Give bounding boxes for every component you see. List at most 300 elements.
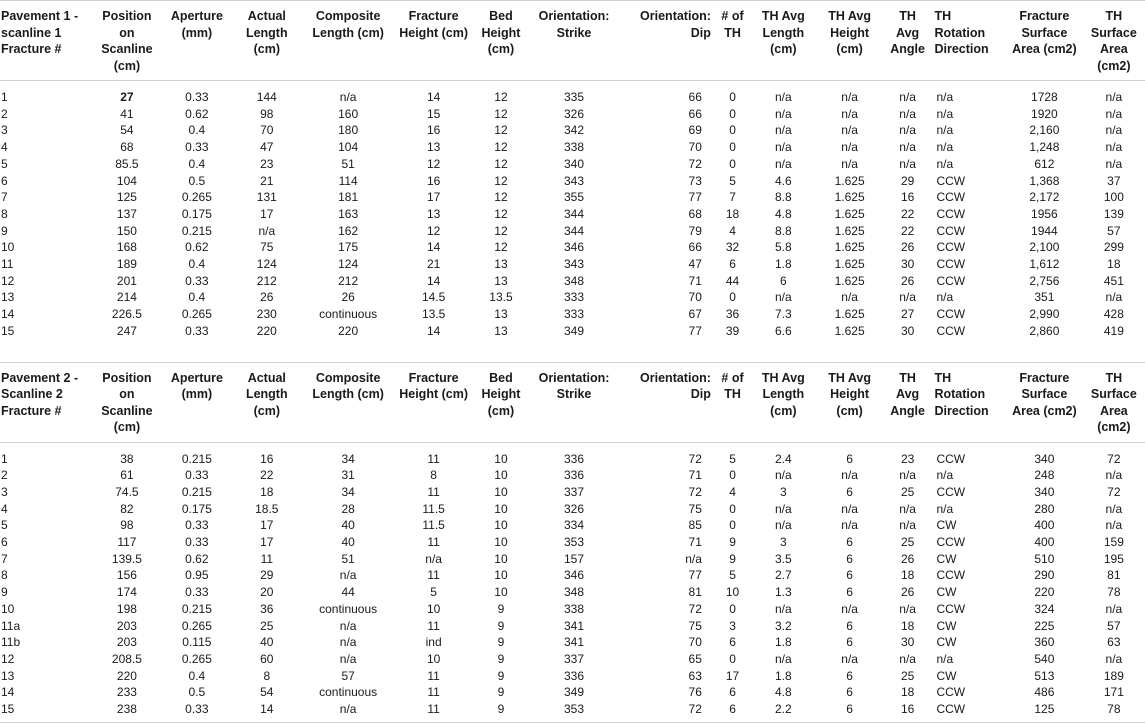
- table-cell: n/a: [899, 123, 916, 138]
- table-cell: 198: [116, 601, 137, 616]
- table-cell: 18: [900, 568, 915, 583]
- table-cell: CCW: [936, 568, 966, 583]
- table-cell: 334: [564, 518, 585, 533]
- table-cell: 341: [564, 618, 585, 633]
- table-cell: 343: [564, 173, 585, 188]
- table-cell: 0.33: [185, 468, 209, 483]
- table-cell: n/a: [841, 90, 858, 104]
- table-cell: 2.4: [774, 451, 792, 466]
- table-cell: 6: [729, 685, 736, 700]
- table-cell: n/a: [936, 156, 954, 171]
- table-cell: n/a: [841, 468, 858, 483]
- table-cell: 10: [494, 451, 508, 466]
- table-cell: 13: [1, 668, 15, 683]
- table-cell: 0: [729, 501, 736, 516]
- table-cell: 77: [688, 190, 702, 205]
- table-cell: n/a: [841, 518, 858, 533]
- table-cell: 214: [116, 290, 137, 305]
- table-cell: 342: [564, 123, 585, 138]
- table-cell: 117: [117, 535, 137, 550]
- table-cell: 10: [725, 585, 740, 600]
- table-cell: 63: [1107, 635, 1121, 650]
- table-cell: n/a: [1105, 468, 1123, 483]
- table-cell: 9: [497, 668, 505, 683]
- table-cell: 195: [1103, 551, 1124, 566]
- table-cell: 247: [116, 323, 137, 338]
- table-cell: 340: [1034, 484, 1055, 499]
- table-cell: 79: [688, 223, 702, 238]
- table-cell: 72: [688, 451, 702, 466]
- table-cell: n/a: [936, 106, 954, 121]
- table-row: [0, 223, 1145, 240]
- table-cell: 60: [260, 651, 274, 666]
- table-cell: n/a: [1105, 651, 1123, 666]
- table-cell: n/a: [774, 290, 792, 305]
- table-cell: 13: [494, 307, 508, 322]
- table-cell: 10: [494, 484, 508, 499]
- table-cell: 14: [426, 323, 441, 338]
- table-cell: 1956: [1031, 206, 1058, 221]
- table-cell: 16: [260, 451, 274, 466]
- table-cell: 419: [1103, 323, 1124, 338]
- table-cell: 9: [497, 635, 505, 650]
- table-row: [0, 567, 1145, 584]
- table-cell: n/a: [899, 290, 916, 305]
- table-cell: n/a: [1105, 518, 1123, 533]
- table-row: [0, 534, 1145, 551]
- table-cell: 12: [494, 156, 508, 171]
- table-row: [0, 701, 1145, 718]
- table-cell: 85.5: [115, 156, 139, 171]
- table-cell: 12: [494, 190, 508, 205]
- table-cell: 344: [564, 206, 585, 221]
- table-cell: CCW: [936, 273, 966, 288]
- table-cell: 14: [426, 273, 441, 288]
- table-cell: n/a: [1105, 290, 1123, 305]
- col-header: Bed Height (cm): [471, 1, 530, 81]
- table-cell: 12: [494, 240, 508, 255]
- table-cell: 2.2: [774, 702, 792, 717]
- table-cell: 85: [688, 518, 702, 533]
- table-cell: ind: [425, 635, 442, 650]
- table-cell: 30: [900, 257, 915, 272]
- table-cell: n/a: [774, 501, 792, 516]
- table-cell: n/a: [936, 290, 954, 305]
- table-cell: 226.5: [111, 307, 142, 322]
- table-cell: 3: [1, 123, 8, 138]
- table-cell: 299: [1103, 240, 1124, 255]
- table-cell: 6: [846, 451, 853, 466]
- table-cell: 612: [1034, 156, 1055, 171]
- table-cell: 337: [564, 651, 585, 666]
- section-separator: [0, 340, 1145, 363]
- table-cell: 125: [1034, 702, 1055, 717]
- table-cell: n/a: [1105, 106, 1123, 121]
- table-cell: 9: [729, 551, 736, 566]
- table-cell: 3.2: [774, 618, 792, 633]
- table-cell: 2,172: [1029, 190, 1060, 205]
- table-cell: 72: [1107, 451, 1121, 466]
- table-cell: 17: [260, 206, 274, 221]
- table-cell: n/a: [899, 468, 916, 483]
- table-cell: 335: [564, 90, 585, 104]
- col-header: TH Avg Height (cm): [815, 362, 883, 442]
- table-cell: 10: [494, 535, 508, 550]
- table-cell: 4.8: [774, 206, 792, 221]
- table-cell: 131: [256, 190, 277, 205]
- table-cell: 0.62: [185, 106, 209, 121]
- table-cell: 8.8: [774, 190, 792, 205]
- table-cell: 75: [260, 240, 274, 255]
- table-cell: 233: [116, 685, 137, 700]
- table-cell: 47: [260, 140, 274, 155]
- table-cell: 9: [497, 651, 505, 666]
- table-cell: 124: [338, 257, 359, 272]
- table-cell: n/a: [841, 106, 858, 121]
- col-header: Pavement 1 - scanline 1 Fracture #: [0, 1, 93, 81]
- table-cell: 18: [260, 484, 274, 499]
- table-cell: 17: [260, 518, 274, 533]
- col-header: Position on Scanline (cm): [93, 362, 160, 442]
- section2-body: [0, 442, 1145, 722]
- col-header: TH Avg Length (cm): [751, 1, 815, 81]
- col-header: Aperture (mm): [161, 362, 234, 442]
- table-cell: 18: [1107, 257, 1121, 272]
- table-cell: n/a: [936, 123, 954, 138]
- table-cell: 81: [688, 585, 702, 600]
- table-cell: CCW: [936, 702, 966, 717]
- col-header: Orientation: Strike: [531, 1, 618, 81]
- table-cell: 3: [779, 484, 787, 499]
- table-cell: 0.175: [181, 206, 212, 221]
- table-cell: n/a: [774, 156, 792, 171]
- table-cell: 15: [426, 106, 441, 121]
- table-cell: 0.33: [185, 702, 209, 717]
- table-cell: 9: [497, 702, 505, 717]
- table-cell: n/a: [1105, 156, 1123, 171]
- table-cell: 0.95: [185, 568, 209, 583]
- table-cell: n/a: [899, 90, 916, 104]
- table-cell: n/a: [774, 140, 792, 155]
- table-cell: 189: [116, 257, 137, 272]
- table-cell: 25: [900, 535, 915, 550]
- table-cell: 346: [564, 240, 585, 255]
- table-cell: 75: [688, 618, 702, 633]
- table-row: [0, 551, 1145, 568]
- col-header: Composite Length (cm): [300, 1, 395, 81]
- table-cell: 16: [426, 173, 441, 188]
- table-cell: 10: [494, 468, 508, 483]
- table-cell: n/a: [936, 468, 954, 483]
- table-cell: 20: [260, 585, 274, 600]
- table-cell: n/a: [1105, 123, 1123, 138]
- table-cell: 1.625: [834, 257, 865, 272]
- table-cell: 0.62: [185, 240, 209, 255]
- table-cell: n/a: [841, 156, 858, 171]
- table-cell: 72: [688, 702, 702, 717]
- table-cell: 139: [1103, 206, 1124, 221]
- table-row: [0, 601, 1145, 618]
- table-cell: 16: [900, 190, 915, 205]
- table-cell: 156: [116, 568, 137, 583]
- table-cell: 349: [564, 323, 585, 338]
- table-cell: 6: [846, 535, 853, 550]
- table-cell: n/a: [1105, 90, 1123, 104]
- col-header: Fracture Height (cm): [396, 1, 472, 81]
- table-cell: 36: [725, 307, 740, 322]
- table-cell: 0.215: [181, 601, 212, 616]
- table-cell: n/a: [339, 635, 357, 650]
- col-header: TH Avg Angle: [884, 362, 932, 442]
- table-cell: n/a: [899, 601, 916, 616]
- table-cell: 14: [260, 702, 274, 717]
- col-header: Fracture Height (cm): [396, 362, 472, 442]
- table-cell: 0.115: [182, 635, 212, 650]
- table-cell: 212: [256, 273, 277, 288]
- table-cell: n/a: [774, 468, 792, 483]
- table-cell: 13: [494, 257, 508, 272]
- table-cell: 14: [426, 90, 441, 104]
- table-cell: n/a: [899, 518, 916, 533]
- table-cell: 0.215: [181, 451, 212, 466]
- table-cell: 34: [341, 451, 355, 466]
- table-cell: 22: [260, 468, 274, 483]
- table-cell: 5: [729, 451, 736, 466]
- table-cell: 0.33: [185, 323, 209, 338]
- table-cell: 13: [494, 323, 508, 338]
- table-cell: 2,100: [1029, 240, 1060, 255]
- table-cell: CCW: [936, 206, 966, 221]
- table-cell: n/a: [774, 106, 792, 121]
- table-cell: 66: [688, 90, 702, 104]
- table-cell: 340: [1034, 451, 1055, 466]
- table-cell: n/a: [685, 551, 702, 566]
- table-cell: 27: [120, 90, 134, 104]
- table-cell: 73: [688, 173, 702, 188]
- table-cell: 1944: [1031, 223, 1058, 238]
- table-cell: 66: [688, 106, 702, 121]
- table-cell: 6: [729, 702, 736, 717]
- table-cell: 54: [260, 685, 274, 700]
- table-cell: 63: [688, 668, 702, 683]
- table-cell: 162: [338, 223, 359, 238]
- table-cell: 486: [1034, 685, 1055, 700]
- table-cell: n/a: [1105, 140, 1123, 155]
- table-row: [0, 684, 1145, 701]
- table-cell: 5: [729, 173, 736, 188]
- table-cell: 41: [120, 106, 134, 121]
- table-cell: 1,612: [1029, 257, 1060, 272]
- table-cell: 344: [564, 223, 585, 238]
- table-cell: 6: [846, 668, 853, 683]
- table-row: [0, 501, 1145, 518]
- table-cell: 25: [260, 618, 274, 633]
- table-cell: 1728: [1031, 90, 1058, 104]
- table-cell: 0.4: [188, 668, 206, 683]
- table-cell: 12: [494, 123, 508, 138]
- table-cell: 175: [338, 240, 359, 255]
- table-row: [0, 189, 1145, 206]
- table-cell: 360: [1034, 635, 1055, 650]
- table-cell: 16: [900, 702, 915, 717]
- table-cell: 7: [1, 551, 8, 566]
- table-row: [0, 323, 1145, 340]
- table-cell: 18: [725, 206, 740, 221]
- table-cell: 11: [260, 551, 274, 566]
- table-cell: 1.625: [834, 273, 865, 288]
- table-cell: 168: [116, 240, 137, 255]
- table-cell: 70: [688, 290, 702, 305]
- table-cell: 8.8: [774, 223, 792, 238]
- table-cell: 10: [494, 568, 508, 583]
- table-bottom-rule: [0, 718, 1145, 723]
- table-cell: 336: [564, 668, 585, 683]
- table-cell: 0: [729, 290, 736, 305]
- table-cell: 4: [1, 140, 8, 155]
- table-cell: 189: [1103, 668, 1124, 683]
- table-cell: 137: [116, 206, 137, 221]
- table-cell: 11: [427, 668, 440, 683]
- table-cell: 6: [729, 257, 736, 272]
- col-header: Fracture Surface Area (cm2): [1006, 1, 1083, 81]
- table-cell: 280: [1034, 501, 1055, 516]
- table-cell: 3.5: [774, 551, 792, 566]
- table-cell: CW: [936, 518, 957, 533]
- table-cell: 1920: [1031, 106, 1058, 121]
- table-cell: 18.5: [255, 501, 279, 516]
- table-row: [0, 156, 1145, 173]
- table-cell: 11: [427, 685, 440, 700]
- table-cell: 4: [729, 484, 736, 499]
- table-cell: 6: [846, 568, 853, 583]
- table-cell: 100: [1103, 190, 1124, 205]
- table-cell: 9: [497, 618, 505, 633]
- table-cell: 0.33: [185, 535, 209, 550]
- table-cell: n/a: [841, 651, 858, 666]
- table-cell: 14: [1, 685, 15, 700]
- table-cell: 98: [260, 106, 274, 121]
- table-cell: 12: [494, 206, 508, 221]
- table-cell: 26: [900, 585, 915, 600]
- table-cell: 51: [341, 156, 355, 171]
- table-cell: 12: [494, 90, 508, 104]
- table-row: [0, 467, 1145, 484]
- table-cell: 11.5: [422, 518, 445, 533]
- table-cell: 17: [426, 190, 441, 205]
- table-cell: 0.265: [181, 190, 212, 205]
- table-cell: 74.5: [115, 484, 139, 499]
- table-cell: n/a: [899, 140, 916, 155]
- table-cell: 0: [729, 518, 736, 533]
- table-cell: n/a: [841, 140, 858, 155]
- table-cell: 0.4: [188, 290, 206, 305]
- table-cell: 220: [1034, 585, 1055, 600]
- table-cell: 1.8: [774, 668, 792, 683]
- table-cell: 160: [338, 106, 359, 121]
- table-cell: 2,990: [1029, 307, 1060, 322]
- table-cell: 13.5: [489, 290, 513, 305]
- table-cell: 11: [427, 618, 440, 633]
- table-cell: 11.5: [422, 501, 445, 516]
- table-cell: 2.7: [774, 568, 792, 583]
- table-cell: 540: [1034, 651, 1055, 666]
- table-cell: 230: [256, 307, 277, 322]
- table-cell: 13.5: [421, 307, 446, 322]
- table-cell: 11: [427, 451, 440, 466]
- table-cell: 333: [564, 290, 585, 305]
- table-cell: 76: [688, 685, 702, 700]
- table-cell: 47: [688, 257, 702, 272]
- table-cell: 44: [725, 273, 740, 288]
- table-cell: 6: [846, 551, 853, 566]
- table-cell: 1.625: [834, 323, 865, 338]
- table-row: [0, 634, 1145, 651]
- table-cell: 29: [260, 568, 274, 583]
- table-cell: 238: [116, 702, 137, 717]
- table-cell: 0.33: [185, 518, 209, 533]
- table-cell: 82: [120, 501, 134, 516]
- section2-header-group: [0, 340, 1145, 443]
- table-cell: 4.8: [774, 685, 792, 700]
- table-cell: 6: [1, 173, 8, 188]
- table-cell: continuous: [319, 685, 378, 700]
- table-cell: n/a: [899, 156, 916, 171]
- table-cell: CCW: [936, 484, 966, 499]
- table-cell: 203: [116, 635, 137, 650]
- table-cell: 104: [116, 173, 137, 188]
- table-cell: continuous: [319, 601, 378, 616]
- table-cell: n/a: [841, 290, 858, 305]
- table-cell: 336: [564, 451, 585, 466]
- table-cell: n/a: [1105, 501, 1123, 516]
- table-cell: 68: [688, 206, 702, 221]
- section1-body: [0, 81, 1145, 340]
- table-cell: 1.8: [774, 257, 792, 272]
- table-cell: 5: [1, 518, 8, 533]
- table-row: [0, 173, 1145, 190]
- table-cell: n/a: [339, 651, 357, 666]
- table-cell: 351: [1034, 290, 1055, 305]
- table-cell: 13: [1, 290, 15, 305]
- table-cell: 6: [846, 702, 853, 717]
- col-header: Actual Length (cm): [233, 362, 300, 442]
- table-cell: 10: [494, 585, 508, 600]
- table-cell: 203: [116, 618, 137, 633]
- table-cell: 10: [494, 518, 508, 533]
- table-cell: n/a: [899, 106, 916, 121]
- table-cell: 72: [688, 601, 702, 616]
- table-cell: 2,160: [1029, 123, 1060, 138]
- table-cell: 36: [260, 601, 274, 616]
- table-cell: n/a: [339, 618, 357, 633]
- table-cell: 10: [426, 601, 441, 616]
- table-row: [0, 618, 1145, 635]
- table-cell: n/a: [774, 601, 792, 616]
- table-cell: 8: [263, 668, 271, 683]
- table-row: [0, 239, 1145, 256]
- table-row: [0, 256, 1145, 273]
- table-cell: n/a: [258, 223, 276, 238]
- table-cell: n/a: [774, 518, 792, 533]
- table-cell: 67: [688, 307, 702, 322]
- spacer-row: [0, 442, 1145, 451]
- table-cell: n/a: [1105, 601, 1123, 616]
- table-cell: 0.265: [181, 618, 212, 633]
- col-header: TH Surface Area (cm2): [1083, 362, 1145, 442]
- table-cell: 4: [1, 501, 8, 516]
- table-cell: 0: [729, 601, 736, 616]
- col-header: Position on Scanline (cm): [93, 1, 160, 81]
